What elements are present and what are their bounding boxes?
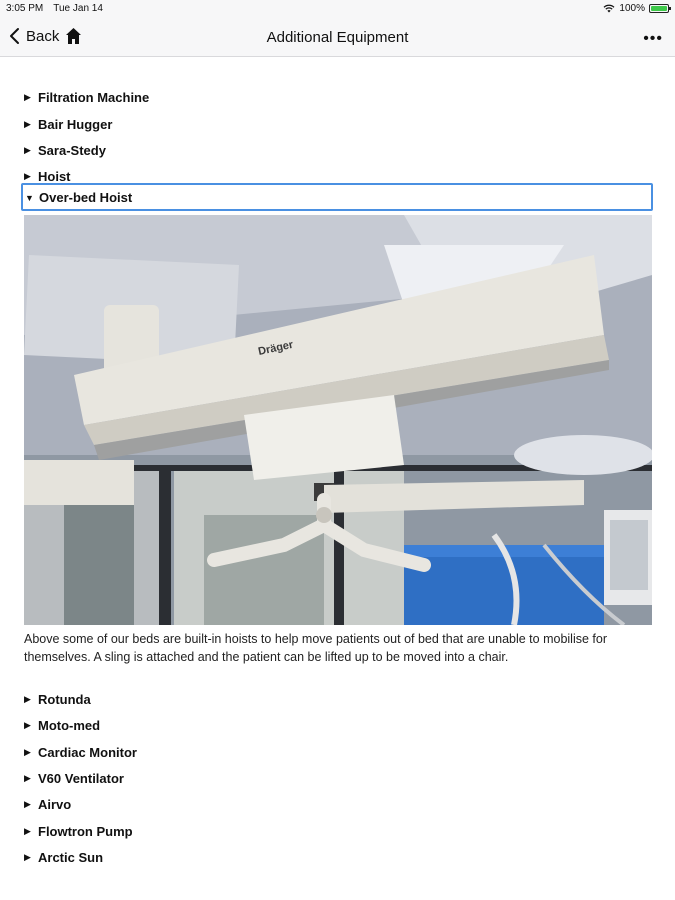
more-icon[interactable]: •••: [643, 30, 663, 47]
list-item-label: Sara-Stedy: [38, 142, 106, 158]
over-bed-hoist-photo: [24, 215, 652, 625]
triangle-right-icon: ▶: [24, 144, 31, 155]
triangle-right-icon: ▶: [24, 825, 31, 836]
list-item-over-bed-hoist[interactable]: [21, 183, 653, 211]
battery-level: [651, 6, 667, 11]
status-date: Tue Jan 14: [53, 3, 103, 14]
triangle-right-icon: ▶: [24, 798, 31, 809]
list-item-label: Filtration Machine: [38, 89, 150, 105]
list-item-label: Cardiac Monitor: [38, 744, 137, 760]
list-item-label: Over-bed Hoist: [39, 190, 133, 205]
triangle-right-icon: ▶: [24, 746, 31, 757]
list-item-label: Arctic Sun: [38, 849, 104, 865]
list-item-label: Rotunda: [38, 691, 91, 707]
list-item-label: Hoist: [38, 168, 71, 184]
status-bar: [0, 0, 675, 18]
list-item-label: Airvo: [38, 796, 72, 812]
list-item-label: Bair Hugger: [38, 116, 113, 132]
list-item-v60-ventilator[interactable]: [24, 768, 124, 788]
triangle-right-icon: ▶: [24, 118, 31, 129]
battery-percent: 100%: [619, 3, 645, 14]
list-item-label: V60 Ventilator: [38, 770, 124, 786]
photo-brand-label: Dräger: [257, 338, 295, 358]
triangle-right-icon: ▶: [24, 772, 31, 783]
triangle-right-icon: ▶: [24, 170, 31, 181]
triangle-right-icon: ▶: [24, 719, 31, 730]
triangle-down-icon: ▼: [25, 192, 34, 203]
list-item-label: Moto-med: [38, 717, 101, 733]
expanded-item-description: Above some of our beds are built-in hoists to help move patients out of bed that are unable to mobilise for themselves. A sling is attached and the patient can be lifted up to be moved into a chair.: [24, 632, 607, 664]
status-left: [6, 3, 103, 14]
list-item-arctic-sun[interactable]: [24, 847, 103, 867]
battery-icon: [649, 4, 669, 13]
list-item-airvo[interactable]: [24, 794, 71, 814]
list-item-moto-med[interactable]: [24, 715, 100, 735]
page-title: Additional Equipment: [266, 29, 409, 46]
wifi-icon: [603, 4, 615, 13]
status-right: [603, 3, 669, 14]
list-item-cardiac-monitor[interactable]: [24, 742, 137, 762]
triangle-right-icon: ▶: [24, 91, 31, 102]
list-item-sara-stedy[interactable]: [24, 140, 106, 160]
list-item-filtration-machine[interactable]: [24, 87, 149, 107]
hoist-illustration: [24, 215, 652, 625]
status-time: 3:05 PM: [6, 3, 44, 14]
list-item-rotunda[interactable]: [24, 689, 91, 709]
list-item-flowtron-pump[interactable]: [24, 821, 133, 841]
triangle-right-icon: ▶: [24, 851, 31, 862]
triangle-right-icon: ▶: [24, 693, 31, 704]
expanded-item-header: [25, 190, 132, 205]
list-item-bair-hugger[interactable]: [24, 114, 112, 134]
list-item-label: Flowtron Pump: [38, 823, 133, 839]
back-label: Back: [26, 27, 60, 45]
navigation-bar: [0, 18, 675, 57]
